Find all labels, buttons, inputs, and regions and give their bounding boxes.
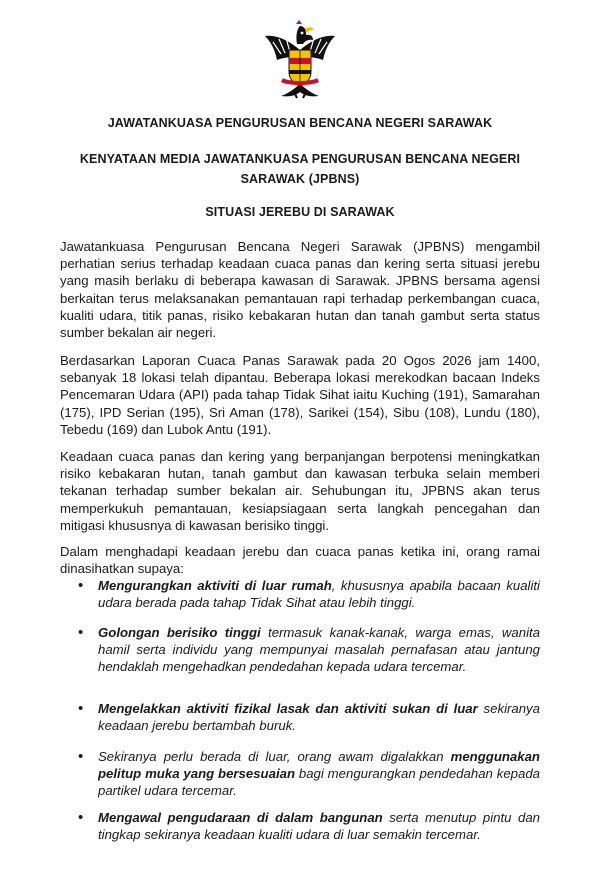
paragraph-risk: Keadaan cuaca panas dan kering yang berpanjangan berpotensi meningkatkan risiko kebakaran hutan, tanah gambut dan kawasan terbuka selain memberi tekanan terhadap sumber bekalan air. Sehubungan itu, JPBNS akan terus memperkukuh pemantauan, kesiapsiagaan serta langkah pencegahan dan mitigasi khususnya di kawasan berisiko tinggi.: [60, 449, 540, 533]
advice-bold-text: Mengurangkan aktiviti di luar rumah: [98, 578, 332, 593]
advice-text: sekiranya keadaan jerebu bertambah buruk.: [98, 701, 540, 734]
organisation-title: JAWATANKUASA PENGURUSAN BENCANA NEGERI SARAWAK: [107, 116, 493, 130]
sarawak-coat-of-arms-icon: [263, 20, 337, 100]
list-item: [78, 577, 540, 611]
advice-text: serta menutup pintu dan tingkap sekiranya keadaan kualiti udara di luar semakin tercemar.: [98, 810, 540, 843]
bullet-icon: •: [78, 624, 84, 641]
paragraph-introduction: Jawatankuasa Pengurusan Bencana Negeri Sarawak (JPBNS) mengambil perhatian serius terhadap keadaan cuaca panas dan kering serta situasi jerebu yang masih berlaku di beberapa kawasan di Sarawak. JPBNS bersama agensi berkaitan terus melaksanakan pemantauan rapi terhadap perkembangan cuaca, kualiti udara, titik panas, risiko kebakaran hutan dan tanah gambut serta status sumber bekalan air negeri.: [60, 239, 540, 341]
list-item: [78, 700, 540, 734]
paragraph-api-readings: Berdasarkan Laporan Cuaca Panas Sarawak pada 20 Ogos 2026 jam 1400, sebanyak 18 lokasi telah dipantau. Beberapa lokasi merekodkan bacaan Indeks Pencemaran Udara (API) pada tahap Tidak Sihat iaitu Kuching (191), Samarahan (175), IPD Serian (195), Sri Aman (178), Sarikei (154), Sibu (108), Lundu (180), Tebedu (169) dan Lubok Antu (191).: [60, 353, 540, 437]
list-item: [78, 809, 540, 843]
advice-text: bagi mengurangkan pendedahan kepada partikel udara tercemar.: [98, 766, 540, 799]
bullet-icon: •: [78, 700, 84, 717]
advice-bold-text: menggunakan pelitup muka yang bersesuaian: [98, 749, 540, 782]
paragraph-advice-intro: Dalam menghadapi keadaan jerebu dan cuaca panas ketika ini, orang ramai dinasihatkan supaya:: [60, 544, 540, 577]
advice-text: Sekiranya perlu berada di luar, orang awam digalakkan: [98, 749, 451, 764]
advice-text: , khususnya apabila bacaan kualiti udara berada pada tahap Tidak Sihat atau lebih tinggi.: [98, 578, 540, 611]
bullet-icon: •: [78, 577, 84, 594]
advice-bold-text: Mengawal pengudaraan di dalam bangunan: [98, 810, 383, 825]
statement-title: [60, 149, 540, 189]
list-item: [78, 748, 540, 800]
subject-title: SITUASI JEREBU DI SARAWAK: [205, 205, 395, 219]
advice-bold-text: Golongan berisiko tinggi: [98, 625, 261, 640]
list-item: [78, 624, 541, 676]
advice-text: termasuk kanak-kanak, warga emas, wanita hamil serta individu yang mempunyai masalah pernafasan atau jantung hendaklah mengehadkan pendedahan kepada udara tercemar.: [98, 625, 541, 675]
advice-bold-text: Mengelakkan aktiviti fizikal lasak dan aktiviti sukan di luar: [98, 701, 478, 716]
bullet-icon: •: [78, 748, 84, 765]
statement-title-line2: SARAWAK (JPBNS): [240, 172, 360, 186]
statement-title-line1: KENYATAAN MEDIA JAWATANKUASA PENGURUSAN BENCANA NEGERI: [79, 152, 521, 166]
bullet-icon: •: [78, 809, 84, 826]
